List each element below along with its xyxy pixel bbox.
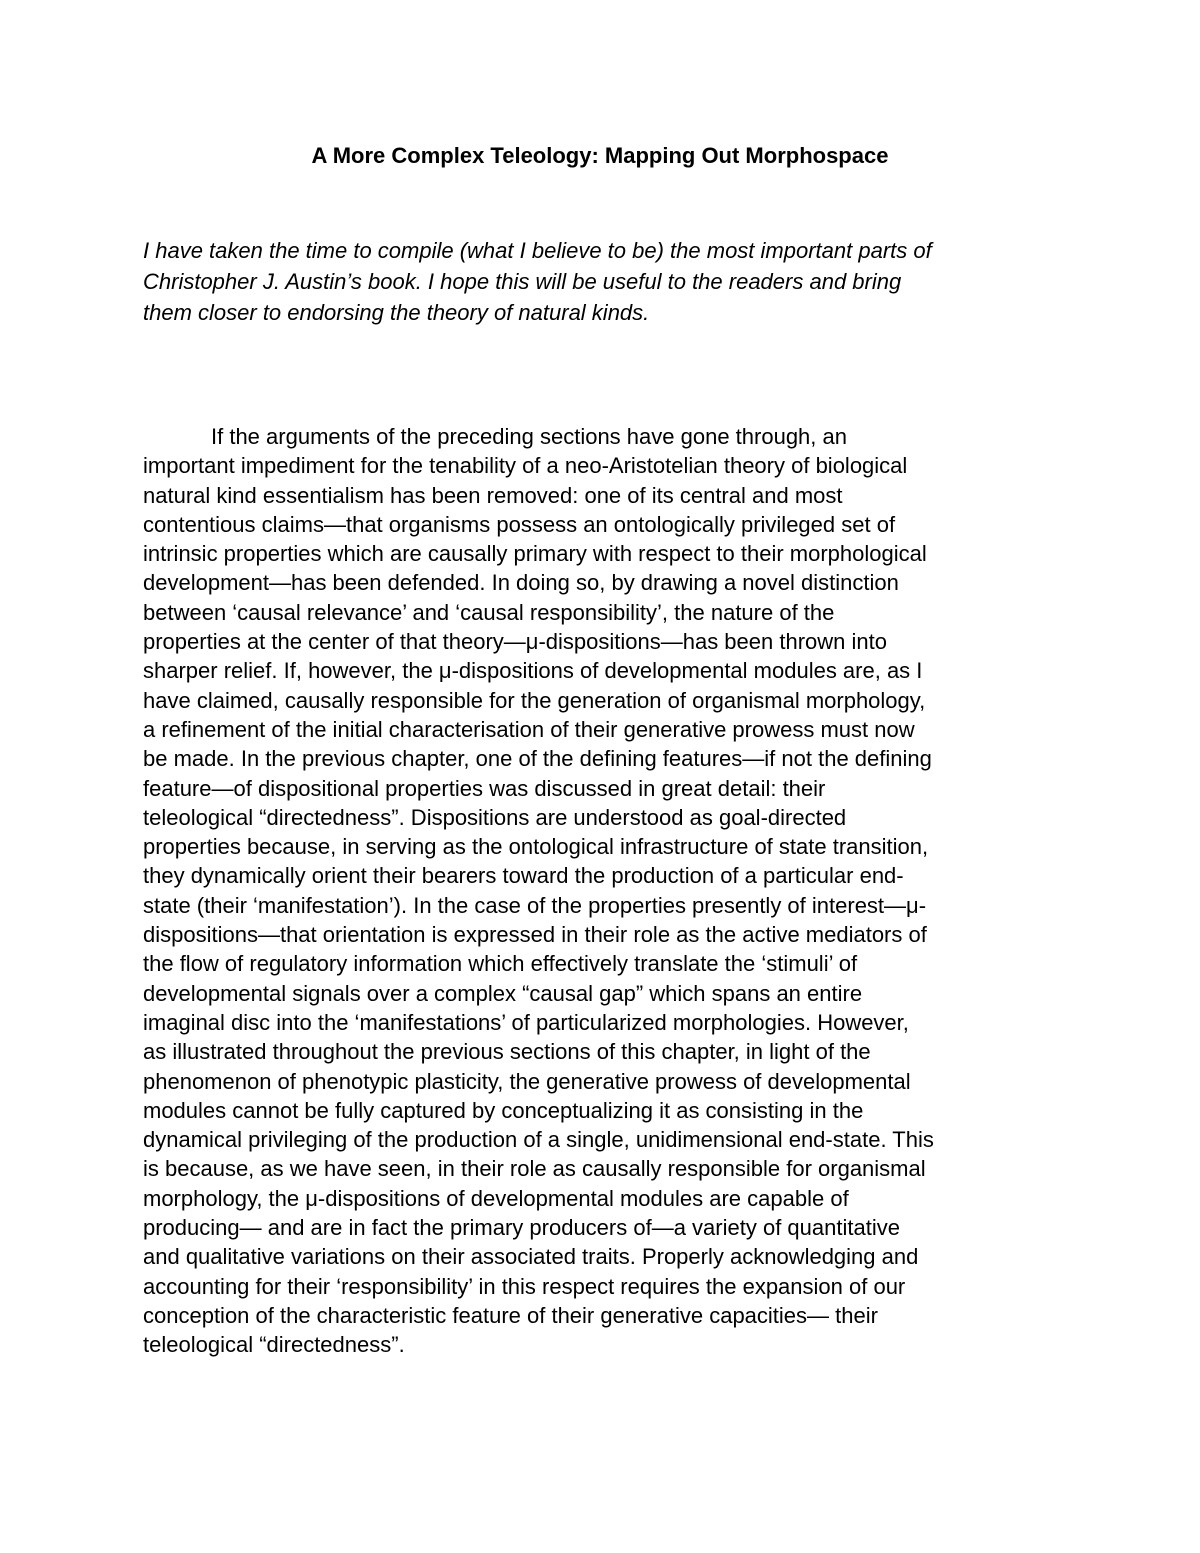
body-line: accounting for their ‘responsibility’ in this respect requires the expansion of our [143, 1273, 906, 1299]
body-line: If the arguments of the preceding sections have gone through, an [211, 424, 847, 449]
body-line: phenomenon of phenotypic plasticity, the generative prowess of developmental [143, 1068, 911, 1094]
body-line: teleological “directedness”. Dispositions are understood as goal-directed [143, 804, 847, 830]
body-line: properties at the center of that theory—μ-dispositions—has been thrown into [143, 629, 887, 655]
body-line: developmental signals over a complex “causal gap” which spans an entire [143, 980, 863, 1006]
body-line: dynamical privileging of the production of a single, unidimensional end-state. This [143, 1127, 934, 1153]
body-line: natural kind essentialism has been removed: one of its central and most [143, 482, 843, 508]
body-line: teleological “directedness”. [143, 1332, 405, 1358]
body-line: between ‘causal relevance’ and ‘causal responsibility’, the nature of the [143, 599, 835, 625]
document-title: A More Complex Teleology: Mapping Out Morphospace [311, 143, 889, 168]
body-paragraph [143, 422, 1073, 1360]
intro-note [143, 235, 1073, 328]
body-line: producing— and are in fact the primary producers of—a variety of quantitative [143, 1215, 900, 1241]
body-line: modules cannot be fully captured by conceptualizing it as consisting in the [143, 1097, 864, 1123]
body-line: be made. In the previous chapter, one of the defining features—if not the defining [143, 746, 932, 772]
body-line: properties because, in serving as the ontological infrastructure of state transition, [143, 834, 929, 860]
body-line: dispositions—that orientation is expressed in their role as the active mediators of [143, 922, 927, 948]
intro-line: Christopher J. Austin’s book. I hope this will be useful to the readers and bring [143, 269, 902, 294]
body-line: they dynamically orient their bearers toward the production of a particular end- [143, 863, 904, 889]
body-line: sharper relief. If, however, the μ-dispositions of developmental modules are, as I [143, 658, 923, 684]
body-line: feature—of dispositional properties was discussed in great detail: their [143, 775, 826, 801]
body-line: as illustrated throughout the previous sections of this chapter, in light of the [143, 1039, 871, 1065]
body-line: morphology, the μ-dispositions of developmental modules are capable of [143, 1185, 849, 1211]
body-line: conception of the characteristic feature of their generative capacities— their [143, 1302, 878, 1328]
body-line: intrinsic properties which are causally primary with respect to their morphological [143, 541, 927, 567]
intro-line: I have taken the time to compile (what I believe to be) the most important parts of [143, 238, 932, 263]
body-line: development—has been defended. In doing so, by drawing a novel distinction [143, 570, 899, 596]
body-line: is because, as we have seen, in their role as causally responsible for organismal [143, 1156, 926, 1182]
body-line: contentious claims—that organisms possess an ontologically privileged set of [143, 511, 896, 537]
body-line: have claimed, causally responsible for the generation of organismal morphology, [143, 687, 926, 713]
body-line: imaginal disc into the ‘manifestations’ of particularized morphologies. However, [143, 1009, 909, 1035]
body-line: a refinement of the initial characterisation of their generative prowess must now [143, 716, 915, 742]
body-line: and qualitative variations on their associated traits. Properly acknowledging and [143, 1244, 919, 1270]
body-line: important impediment for the tenability of a neo-Aristotelian theory of biological [143, 453, 908, 479]
intro-line: them closer to endorsing the theory of natural kinds. [143, 300, 650, 325]
body-line: state (their ‘manifestation’). In the case of the properties presently of interest—μ- [143, 892, 927, 918]
body-line: the flow of regulatory information which effectively translate the ‘stimuli’ of [143, 951, 858, 977]
